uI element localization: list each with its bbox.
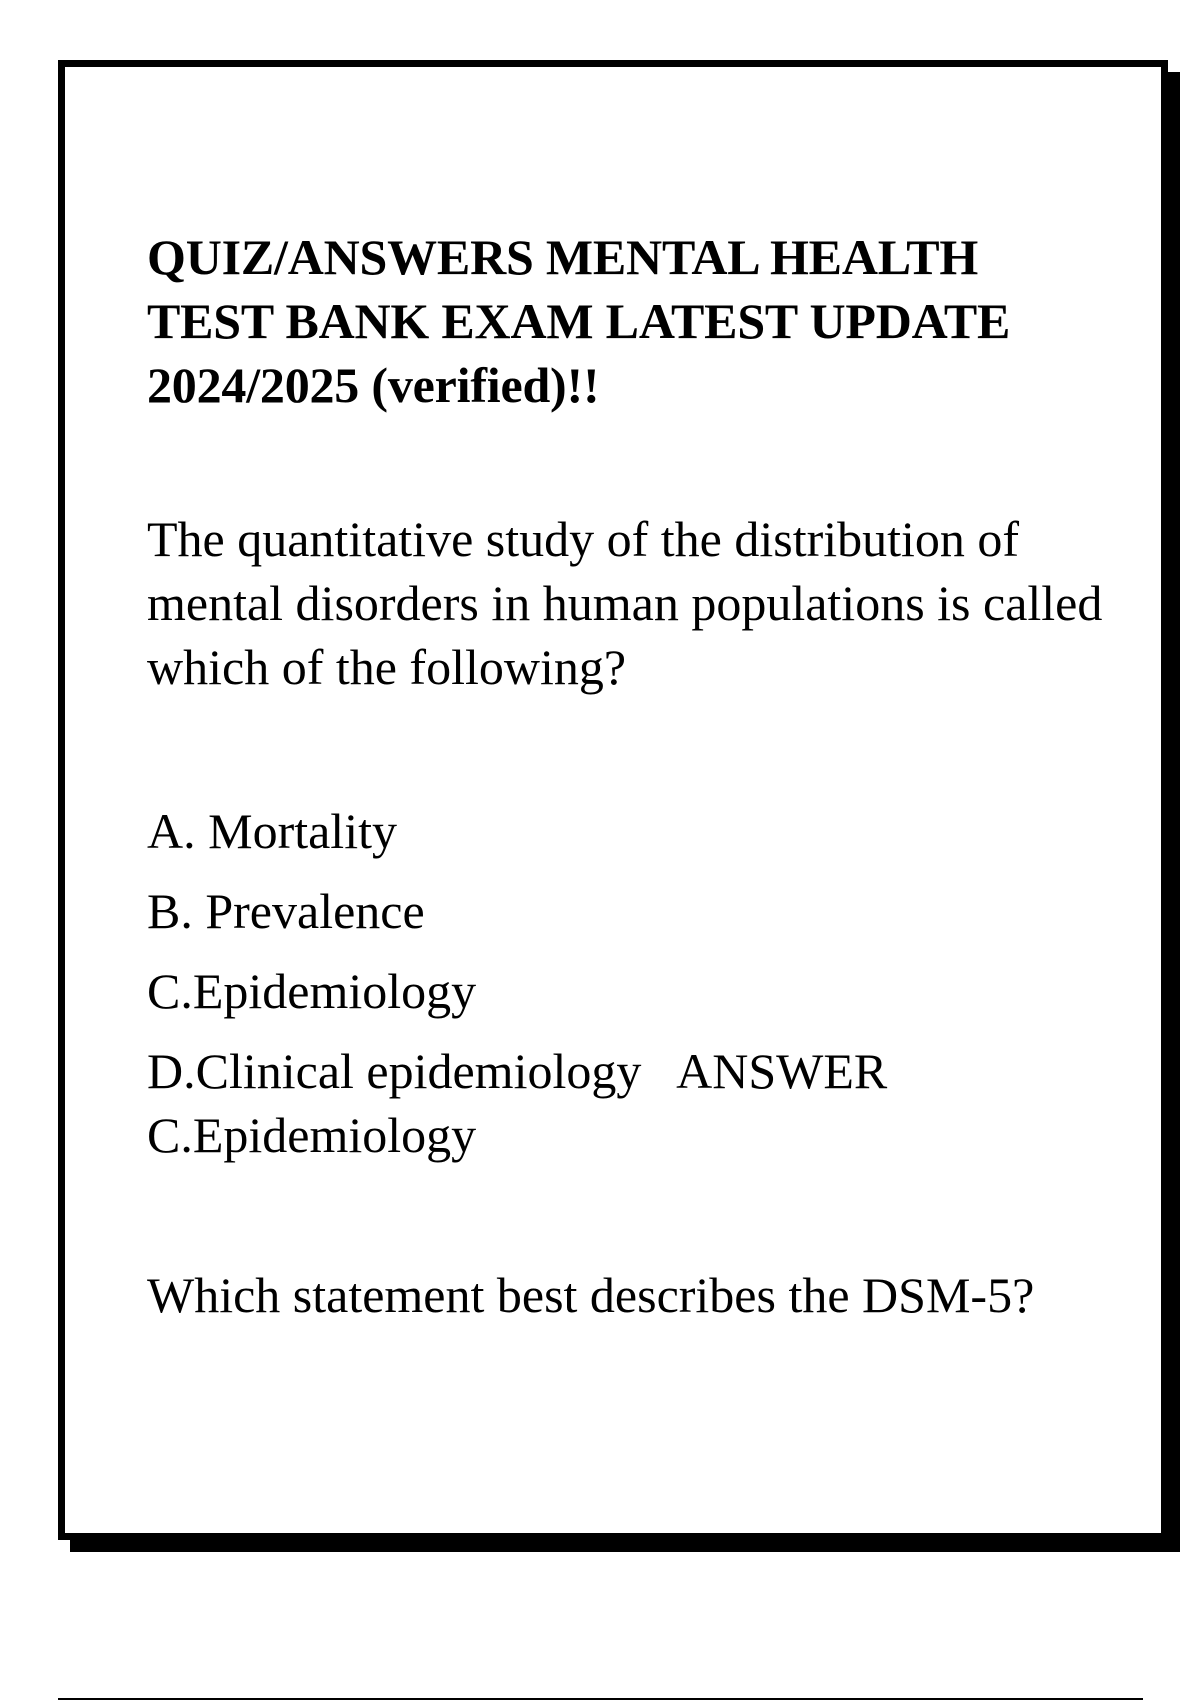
question-1-text: The quantitative study of the distribution of mental disorders in human populations is called which of the following? [147, 511, 1103, 695]
option-d: D.Clinical epidemiology ANSWER [147, 1043, 888, 1099]
option-d-and-answer [147, 1039, 1107, 1167]
answer-value: C.Epidemiology [147, 1107, 477, 1163]
document-content [147, 225, 1107, 1327]
question-2-text: Which statement best describes the DSM-5? [147, 1267, 1035, 1323]
question-1-options [147, 799, 1107, 1023]
option-c: C.Epidemiology [147, 963, 477, 1019]
option-b: B. Prevalence [147, 883, 425, 939]
option-a: A. Mortality [147, 803, 397, 859]
document-title: QUIZ/ANSWERS MENTAL HEALTH TEST BANK EXAM LATEST UPDATE 2024/2025 (verified)!! [147, 229, 1011, 413]
